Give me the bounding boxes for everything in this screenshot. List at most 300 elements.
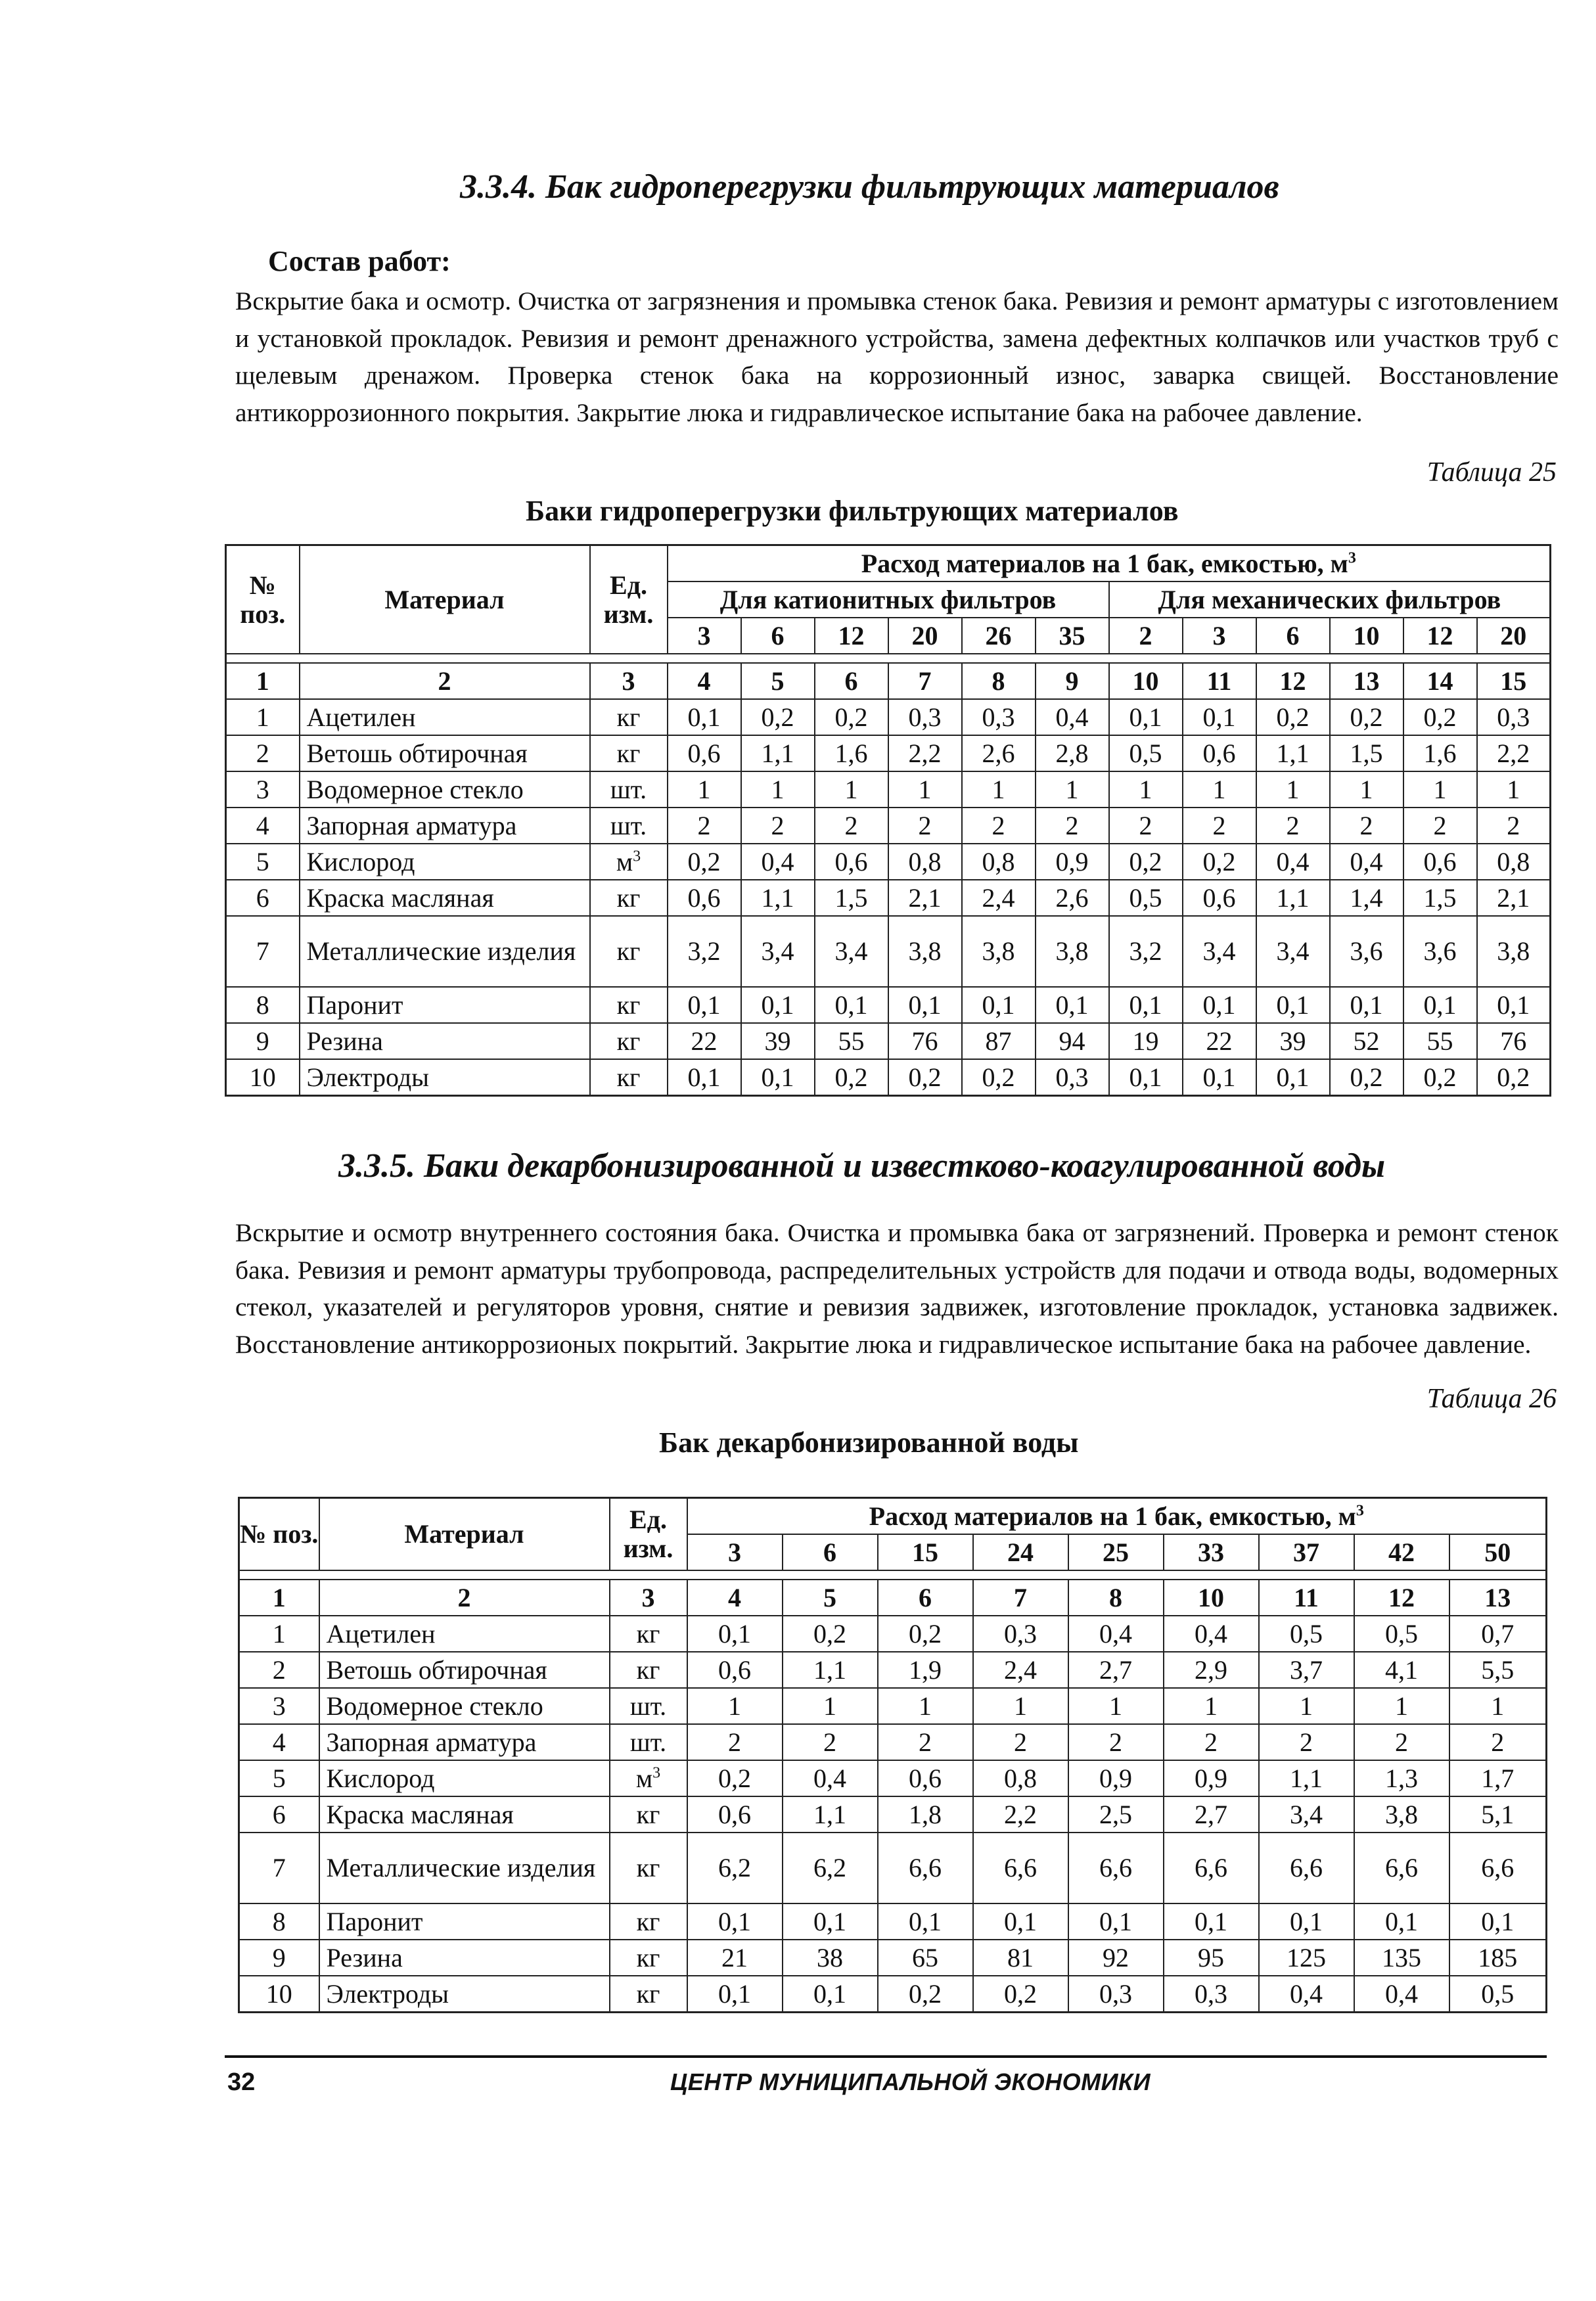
table-row [239, 1652, 1547, 1688]
row-value: 125 [1259, 1940, 1354, 1976]
row-value: 2 [1164, 1724, 1259, 1760]
row-value: 6,6 [973, 1833, 1068, 1903]
row-unit: кг [590, 699, 668, 735]
row-value: 0,2 [815, 699, 888, 735]
row-value: 2 [1068, 1724, 1164, 1760]
row-value: 0,1 [668, 1059, 741, 1096]
row-value: 0,1 [1256, 987, 1330, 1023]
row-value: 0,1 [783, 1976, 878, 2013]
row-value: 1 [741, 771, 815, 808]
row-value: 0,1 [815, 987, 888, 1023]
row-value: 2 [1477, 808, 1551, 844]
table-row [239, 1760, 1547, 1796]
col-material-header: Материал [319, 1498, 610, 1571]
row-value: 0,1 [1036, 987, 1109, 1023]
row-material: Водомерное стекло [300, 771, 590, 808]
row-unit: кг [590, 1023, 668, 1059]
header-gap [239, 1570, 1547, 1580]
row-value: 0,4 [1330, 844, 1403, 880]
row-value: 0,1 [687, 1903, 783, 1940]
row-pos: 8 [226, 987, 300, 1023]
row-value: 2 [878, 1724, 973, 1760]
row-unit: шт. [610, 1688, 687, 1724]
row-value: 0,1 [962, 987, 1036, 1023]
column-number: 10 [1164, 1580, 1259, 1616]
row-value: 2 [973, 1724, 1068, 1760]
row-value: 135 [1354, 1940, 1449, 1976]
row-material: Краска масляная [300, 880, 590, 916]
row-value: 0,3 [1477, 699, 1551, 735]
row-value: 0,1 [1183, 699, 1256, 735]
row-value: 0,3 [1068, 1976, 1164, 2013]
row-value: 0,5 [1109, 735, 1183, 771]
row-value: 0,2 [888, 1059, 962, 1096]
row-value: 1 [1183, 771, 1256, 808]
row-material: Краска масляная [319, 1796, 610, 1833]
section-3-3-4-title: 3.3.4. Бак гидроперегрузки фильтрующих материалов [460, 168, 1279, 206]
row-material: Ацетилен [300, 699, 590, 735]
row-value: 0,1 [668, 699, 741, 735]
row-value: 0,2 [1183, 844, 1256, 880]
row-value: 0,6 [668, 735, 741, 771]
table-row [239, 1688, 1547, 1724]
table-row [239, 1796, 1547, 1833]
row-value: 1 [1068, 1688, 1164, 1724]
row-value: 0,4 [783, 1760, 878, 1796]
row-value: 3,6 [1403, 916, 1477, 987]
row-value: 0,1 [687, 1616, 783, 1652]
row-value: 0,1 [1354, 1903, 1449, 1940]
row-value: 1,7 [1449, 1760, 1547, 1796]
section-3-3-5-text: Вскрытие и осмотр внутреннего состояния бака. Очистка и промывка бака от загрязнений. Проверка и ремонт стенок бака. Ревизия и ремонт арматуры трубопровода, распределительных устройств для подачи и отвода воды, водомерных стекол, указателей и регуляторов уровня, снятие и ревизия задвижек, изготовление прокладок, установка задвижек. Восстановление антикоррозионых покрытий. Закрытие люка и гидравлическое испытание бака на рабочее давление. [235, 1218, 1559, 1359]
row-value: 0,1 [783, 1903, 878, 1940]
row-unit: кг [610, 1616, 687, 1652]
col-unit-header: Ед. изм. [590, 545, 668, 654]
capacity-header: 12 [1403, 618, 1477, 654]
row-value: 52 [1330, 1023, 1403, 1059]
column-number: 1 [226, 663, 300, 699]
row-pos: 6 [226, 880, 300, 916]
row-value: 0,3 [888, 699, 962, 735]
table-row [239, 1616, 1547, 1652]
table-25 [225, 544, 1551, 1097]
row-value: 1,6 [1403, 735, 1477, 771]
capacity-header: 10 [1330, 618, 1403, 654]
work-composition-label: Состав работ: [268, 245, 451, 277]
row-value: 3,8 [888, 916, 962, 987]
row-value: 3,8 [1477, 916, 1551, 987]
row-value: 1 [888, 771, 962, 808]
row-value: 0,2 [962, 1059, 1036, 1096]
capacity-header: 6 [741, 618, 815, 654]
mechanical-filters-header: Для механических фильтров [1109, 581, 1551, 618]
row-value: 2 [1403, 808, 1477, 844]
capacity-header: 12 [815, 618, 888, 654]
row-value: 0,2 [1403, 1059, 1477, 1096]
row-value: 2,7 [1068, 1652, 1164, 1688]
row-value: 2 [1256, 808, 1330, 844]
row-value: 0,8 [1477, 844, 1551, 880]
row-value: 6,6 [1164, 1833, 1259, 1903]
row-value: 0,6 [668, 880, 741, 916]
row-value: 0,1 [741, 987, 815, 1023]
row-value: 3,6 [1330, 916, 1403, 987]
row-value: 92 [1068, 1940, 1164, 1976]
row-value: 0,2 [741, 699, 815, 735]
row-unit: шт. [610, 1724, 687, 1760]
row-pos: 9 [226, 1023, 300, 1059]
row-value: 19 [1109, 1023, 1183, 1059]
capacity-header: 37 [1259, 1534, 1354, 1570]
column-number: 2 [300, 663, 590, 699]
row-value: 39 [741, 1023, 815, 1059]
row-value: 0,2 [1403, 699, 1477, 735]
col-unit-header: Ед. изм. [610, 1498, 687, 1571]
row-value: 0,4 [1068, 1616, 1164, 1652]
row-value: 6,2 [783, 1833, 878, 1903]
row-value: 1 [878, 1688, 973, 1724]
row-value: 0,1 [1449, 1903, 1547, 1940]
table-row [226, 844, 1551, 880]
table-26-caption: Бак декарбонизированной воды [659, 1426, 1079, 1459]
row-pos: 7 [239, 1833, 319, 1903]
row-value: 0,2 [1256, 699, 1330, 735]
row-value: 0,1 [1109, 1059, 1183, 1096]
row-value: 0,3 [973, 1616, 1068, 1652]
row-value: 0,3 [1036, 1059, 1109, 1096]
row-value: 87 [962, 1023, 1036, 1059]
capacity-header: 15 [878, 1534, 973, 1570]
row-value: 1 [687, 1688, 783, 1724]
column-number: 12 [1256, 663, 1330, 699]
row-value: 22 [668, 1023, 741, 1059]
row-pos: 3 [226, 771, 300, 808]
row-unit: кг [610, 1940, 687, 1976]
capacity-header: 20 [1477, 618, 1551, 654]
row-value: 2 [1330, 808, 1403, 844]
row-pos: 1 [226, 699, 300, 735]
row-value: 0,6 [815, 844, 888, 880]
row-value: 1 [815, 771, 888, 808]
cation-filters-header: Для катионитных фильтров [668, 581, 1109, 618]
row-value: 2,9 [1164, 1652, 1259, 1688]
row-material: Кислород [300, 844, 590, 880]
column-number: 6 [878, 1580, 973, 1616]
row-pos: 1 [239, 1616, 319, 1652]
row-value: 5,5 [1449, 1652, 1547, 1688]
row-value: 0,6 [1183, 880, 1256, 916]
row-value: 2 [1183, 808, 1256, 844]
consumption-group-header-text: Расход материалов на 1 бак, емкостью, м [861, 548, 1348, 578]
row-material: Резина [300, 1023, 590, 1059]
column-number: 3 [590, 663, 668, 699]
row-pos: 7 [226, 916, 300, 987]
row-value: 0,1 [878, 1903, 973, 1940]
row-value: 0,9 [1068, 1760, 1164, 1796]
column-number: 5 [741, 663, 815, 699]
row-value: 1,1 [741, 880, 815, 916]
consumption-group-header-sup: 3 [1356, 1502, 1364, 1520]
consumption-group-header [687, 1498, 1547, 1535]
table-row [239, 1940, 1547, 1976]
row-value: 81 [973, 1940, 1068, 1976]
row-value: 55 [815, 1023, 888, 1059]
row-value: 0,8 [973, 1760, 1068, 1796]
row-material: Резина [319, 1940, 610, 1976]
row-value: 2 [1354, 1724, 1449, 1760]
row-unit: кг [610, 1652, 687, 1688]
row-value: 1 [1256, 771, 1330, 808]
table-row [239, 1976, 1547, 2013]
row-value: 0,1 [1259, 1903, 1354, 1940]
row-value: 2,5 [1068, 1796, 1164, 1833]
row-value: 0,1 [1330, 987, 1403, 1023]
column-number: 14 [1403, 663, 1477, 699]
row-value: 6,6 [878, 1833, 973, 1903]
row-value: 0,2 [783, 1616, 878, 1652]
row-material: Кислород [319, 1760, 610, 1796]
row-pos: 4 [239, 1724, 319, 1760]
row-value: 0,1 [1403, 987, 1477, 1023]
row-value: 0,1 [1109, 699, 1183, 735]
column-number: 8 [1068, 1580, 1164, 1616]
row-value: 2,8 [1036, 735, 1109, 771]
row-value: 185 [1449, 1940, 1547, 1976]
row-pos: 10 [226, 1059, 300, 1096]
row-value: 0,1 [1164, 1903, 1259, 1940]
row-value: 2,1 [888, 880, 962, 916]
column-number: 15 [1477, 663, 1551, 699]
row-pos: 3 [239, 1688, 319, 1724]
row-value: 6,6 [1068, 1833, 1164, 1903]
row-value: 94 [1036, 1023, 1109, 1059]
capacity-header: 6 [1256, 618, 1330, 654]
row-value: 0,2 [878, 1976, 973, 2013]
row-value: 2 [668, 808, 741, 844]
row-value: 0,4 [1256, 844, 1330, 880]
row-value: 0,2 [1330, 699, 1403, 735]
row-value: 0,7 [1449, 1616, 1547, 1652]
row-material: Водомерное стекло [319, 1688, 610, 1724]
row-unit: кг [610, 1833, 687, 1903]
row-value: 0,3 [962, 699, 1036, 735]
column-number: 13 [1449, 1580, 1547, 1616]
row-value: 0,9 [1036, 844, 1109, 880]
table-25-caption: Баки гидроперегрузки фильтрующих материалов [526, 495, 1179, 527]
row-value: 2,7 [1164, 1796, 1259, 1833]
row-pos: 10 [239, 1976, 319, 2013]
row-unit-text: м [635, 1763, 653, 1793]
column-number: 11 [1183, 663, 1256, 699]
table-row [226, 916, 1551, 987]
row-value: 0,1 [1183, 987, 1256, 1023]
row-value: 0,4 [1354, 1976, 1449, 2013]
row-value: 0,6 [687, 1652, 783, 1688]
row-value: 0,1 [1477, 987, 1551, 1023]
row-value: 0,4 [1036, 699, 1109, 735]
row-material: Ветошь обтирочная [319, 1652, 610, 1688]
table-row [226, 808, 1551, 844]
consumption-group-header [668, 545, 1551, 582]
row-value: 2,2 [973, 1796, 1068, 1833]
row-value: 1 [668, 771, 741, 808]
row-value: 3,8 [1036, 916, 1109, 987]
column-number: 4 [687, 1580, 783, 1616]
row-value: 76 [888, 1023, 962, 1059]
column-number: 2 [319, 1580, 610, 1616]
capacity-header: 33 [1164, 1534, 1259, 1570]
row-value: 1 [783, 1688, 878, 1724]
row-value: 0,5 [1109, 880, 1183, 916]
row-value: 0,5 [1259, 1616, 1354, 1652]
row-value: 1 [1403, 771, 1477, 808]
row-value: 0,1 [741, 1059, 815, 1096]
row-value: 1 [1036, 771, 1109, 808]
row-value: 0,1 [1183, 1059, 1256, 1096]
row-value: 0,8 [962, 844, 1036, 880]
row-value: 2,6 [962, 735, 1036, 771]
row-value: 0,2 [815, 1059, 888, 1096]
row-value: 1 [962, 771, 1036, 808]
row-material: Ацетилен [319, 1616, 610, 1652]
row-unit: кг [590, 1059, 668, 1096]
row-value: 2,4 [962, 880, 1036, 916]
row-value: 0,5 [1449, 1976, 1547, 2013]
row-value: 3,4 [1259, 1796, 1354, 1833]
table-row [239, 1724, 1547, 1760]
row-material: Ветошь обтирочная [300, 735, 590, 771]
row-material: Металлические изделия [319, 1833, 610, 1903]
row-value: 2 [962, 808, 1036, 844]
row-value: 0,2 [1330, 1059, 1403, 1096]
row-pos: 5 [226, 844, 300, 880]
row-value: 1,1 [1259, 1760, 1354, 1796]
row-unit: шт. [590, 771, 668, 808]
row-value: 1 [1164, 1688, 1259, 1724]
section-3-3-4-text: Вскрытие бака и осмотр. Очистка от загрязнения и промывка стенок бака. Ревизия и ремонт арматуры с изготовлением и установкой прокладок. Ревизия и ремонт дренажного устройства, замена дефектных колпачков или участков труб с щелевым дренажом. Проверка стенок бака на коррозионный износ, заварка свищей. Восстановление антикоррозионного покрытия. Закрытие люка и гидравлическое испытание бака на рабочее давление. [235, 286, 1559, 427]
column-number: 10 [1109, 663, 1183, 699]
row-value: 0,6 [1403, 844, 1477, 880]
column-number: 4 [668, 663, 741, 699]
capacity-header: 35 [1036, 618, 1109, 654]
row-value: 2 [783, 1724, 878, 1760]
row-material: Паронит [300, 987, 590, 1023]
row-value: 3,8 [962, 916, 1036, 987]
row-pos: 6 [239, 1796, 319, 1833]
row-unit: кг [590, 916, 668, 987]
row-value: 1,5 [1330, 735, 1403, 771]
column-number: 7 [973, 1580, 1068, 1616]
row-value: 3,7 [1259, 1652, 1354, 1688]
row-value: 5,1 [1449, 1796, 1547, 1833]
row-value: 38 [783, 1940, 878, 1976]
row-value: 0,2 [1477, 1059, 1551, 1096]
row-value: 1,1 [783, 1796, 878, 1833]
row-unit-sup: 3 [652, 1764, 661, 1782]
row-value: 0,9 [1164, 1760, 1259, 1796]
table-row [226, 735, 1551, 771]
row-value: 65 [878, 1940, 973, 1976]
row-value: 2,6 [1036, 880, 1109, 916]
row-value: 1,1 [741, 735, 815, 771]
row-value: 2 [1109, 808, 1183, 844]
header-gap [226, 654, 1551, 663]
row-value: 1,9 [878, 1652, 973, 1688]
row-value: 4,1 [1354, 1652, 1449, 1688]
consumption-group-header-text: Расход материалов на 1 бак, емкостью, м [869, 1501, 1356, 1531]
row-value: 0,6 [687, 1796, 783, 1833]
col-pos-header: № поз. [239, 1498, 319, 1571]
capacity-header: 3 [1183, 618, 1256, 654]
capacity-header: 24 [973, 1534, 1068, 1570]
row-value: 0,5 [1354, 1616, 1449, 1652]
row-value: 22 [1183, 1023, 1256, 1059]
capacity-header: 25 [1068, 1534, 1164, 1570]
column-number: 5 [783, 1580, 878, 1616]
capacity-header: 3 [668, 618, 741, 654]
row-value: 0,2 [1109, 844, 1183, 880]
publisher-footer: ЦЕНТР МУНИЦИПАЛЬНОЙ ЭКОНОМИКИ [670, 2068, 1151, 2095]
table-row [239, 1903, 1547, 1940]
row-material: Металлические изделия [300, 916, 590, 987]
row-value: 1,6 [815, 735, 888, 771]
capacity-header: 3 [687, 1534, 783, 1570]
column-number: 3 [610, 1580, 687, 1616]
row-material: Запорная арматура [300, 808, 590, 844]
row-value: 1 [1259, 1688, 1354, 1724]
row-unit [610, 1760, 687, 1796]
row-value: 1 [1449, 1688, 1547, 1724]
row-value: 0,6 [878, 1760, 973, 1796]
col-pos-header: № поз. [226, 545, 300, 654]
column-number: 9 [1036, 663, 1109, 699]
row-pos: 4 [226, 808, 300, 844]
row-value: 1 [1477, 771, 1551, 808]
column-number: 11 [1259, 1580, 1354, 1616]
row-value: 2 [888, 808, 962, 844]
row-value: 3,4 [1183, 916, 1256, 987]
footer-rule [225, 2055, 1547, 2058]
row-value: 2,1 [1477, 880, 1551, 916]
row-unit: кг [610, 1796, 687, 1833]
page-number: 32 [227, 2068, 256, 2096]
row-value: 0,4 [1259, 1976, 1354, 2013]
row-unit-sup: 3 [633, 848, 641, 865]
row-material: Запорная арматура [319, 1724, 610, 1760]
table-row [226, 771, 1551, 808]
row-value: 0,1 [1068, 1903, 1164, 1940]
row-value: 0,2 [668, 844, 741, 880]
row-value: 0,1 [668, 987, 741, 1023]
row-value: 2,2 [888, 735, 962, 771]
row-pos: 5 [239, 1760, 319, 1796]
capacity-header: 6 [783, 1534, 878, 1570]
row-material: Электроды [319, 1976, 610, 2013]
row-value: 1,5 [1403, 880, 1477, 916]
row-value: 2 [1259, 1724, 1354, 1760]
column-number: 8 [962, 663, 1036, 699]
row-value: 21 [687, 1940, 783, 1976]
row-unit: кг [590, 880, 668, 916]
row-value: 0,1 [1109, 987, 1183, 1023]
row-pos: 8 [239, 1903, 319, 1940]
row-value: 0,2 [878, 1616, 973, 1652]
column-number-row [226, 663, 1551, 699]
row-value: 95 [1164, 1940, 1259, 1976]
row-value: 0,2 [687, 1760, 783, 1796]
row-unit: кг [590, 735, 668, 771]
row-value: 2 [1449, 1724, 1547, 1760]
